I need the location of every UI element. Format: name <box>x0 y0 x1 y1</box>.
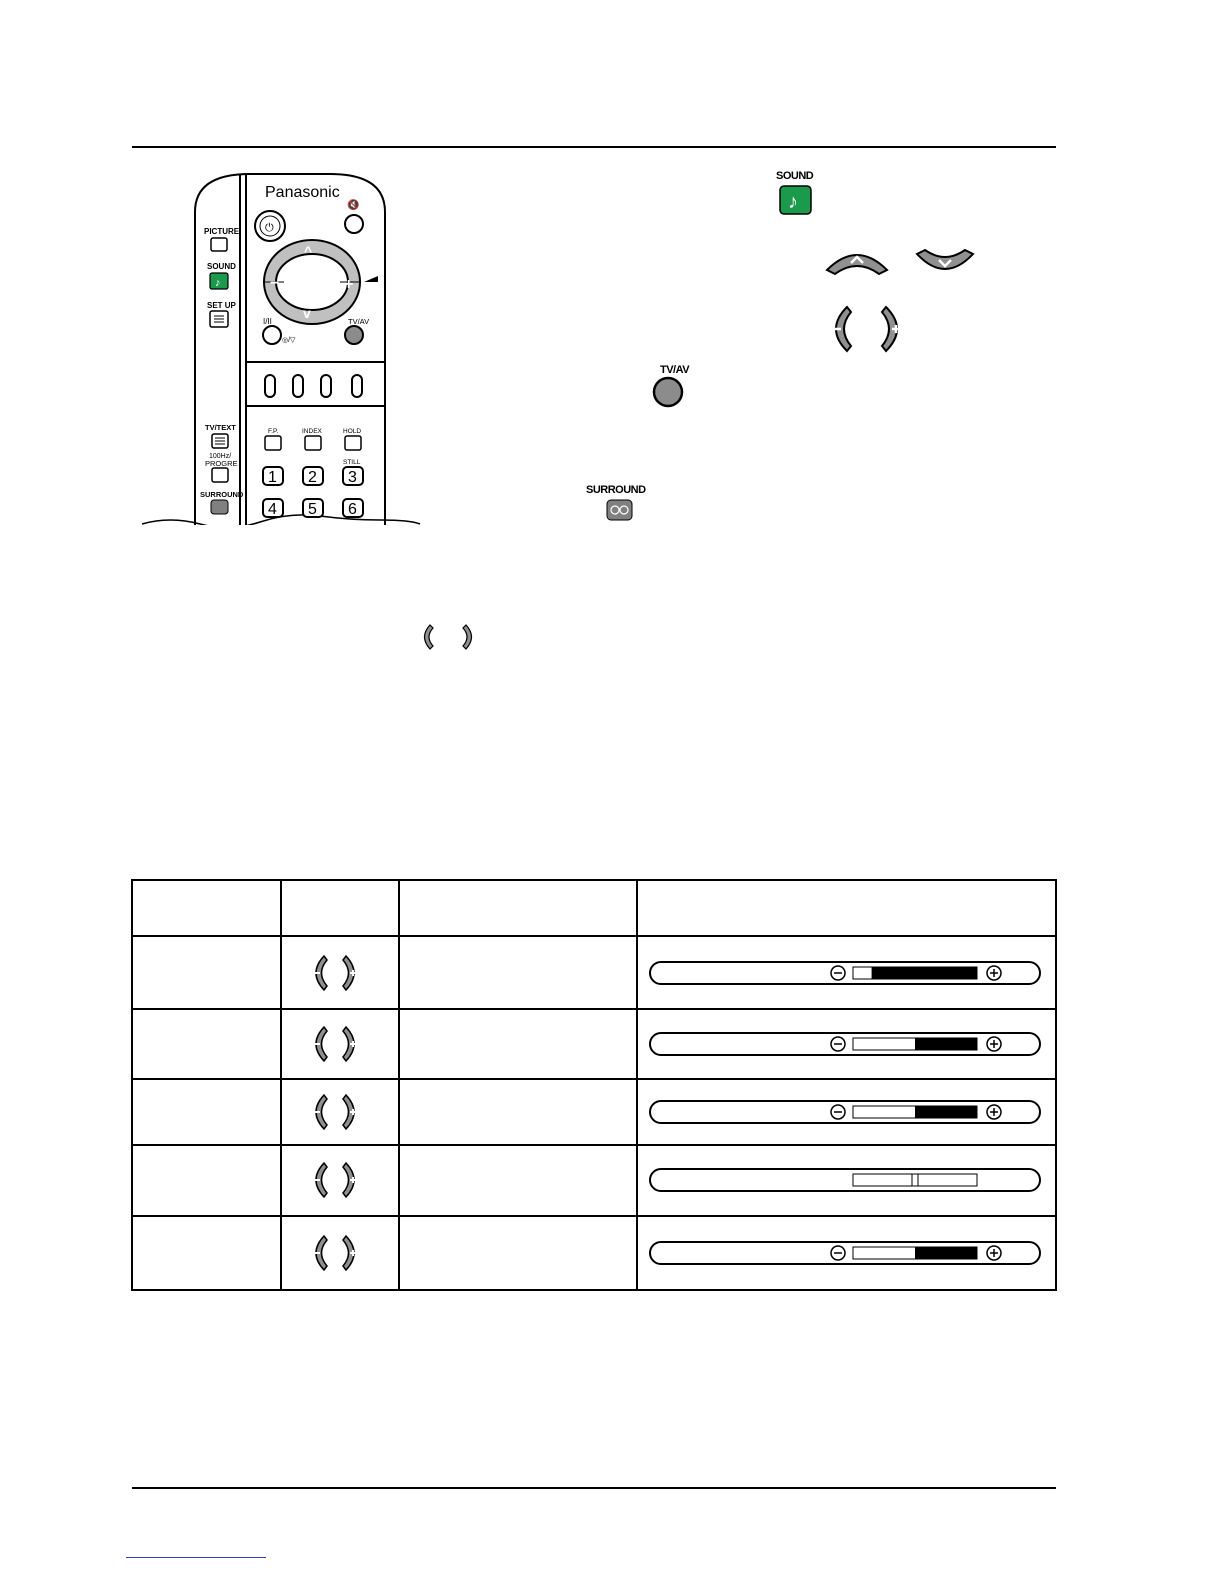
minus-circle-icon <box>831 966 845 980</box>
color-button[interactable] <box>265 375 275 397</box>
table-cell <box>281 1216 399 1290</box>
level-fill <box>872 967 977 979</box>
level-fill <box>915 1106 977 1118</box>
i-ii-button[interactable] <box>263 326 281 344</box>
minus-circle-icon <box>831 1037 845 1051</box>
still-label: STILL <box>343 459 361 466</box>
table-cell <box>637 1009 1056 1078</box>
osd-bar <box>648 1166 1043 1194</box>
color-button[interactable] <box>352 375 362 397</box>
table-cell <box>637 1079 1056 1145</box>
sound-label: SOUND <box>207 262 236 271</box>
progre-label: PROGRE <box>205 459 238 468</box>
table-cell <box>132 1145 281 1215</box>
plus-circle-icon <box>987 1105 1001 1119</box>
header-cell <box>637 880 1056 936</box>
minus-icon <box>823 304 853 354</box>
surround-icon-block <box>586 484 656 524</box>
small-minus-icon <box>418 624 434 650</box>
surround-label: SURROUND <box>200 490 244 499</box>
table-cell <box>637 1145 1056 1215</box>
level-fill <box>915 1247 977 1259</box>
table-cell <box>281 1079 399 1145</box>
minus-circle-icon <box>831 1246 845 1260</box>
setup-label: SET UP <box>207 301 236 310</box>
svg-text:⏻: ⏻ <box>265 222 274 234</box>
minus-icon <box>306 1161 328 1199</box>
table-cell <box>132 936 281 1009</box>
sound-icon-label: SOUND <box>776 170 814 182</box>
100hz-button[interactable] <box>212 468 228 482</box>
fp-button[interactable] <box>265 436 281 450</box>
tvav-remote-label: TV/AV <box>348 317 370 326</box>
table-cell <box>399 1079 637 1145</box>
table-row <box>132 1145 1056 1215</box>
svg-text:^: ^ <box>304 243 313 259</box>
plus-circle-icon <box>987 1246 1001 1260</box>
svg-text:3: 3 <box>348 469 357 486</box>
bottom-rule <box>132 1487 1056 1489</box>
surround-icon <box>605 498 635 522</box>
svg-text:v: v <box>303 305 311 321</box>
i-ii-label: I/II <box>263 317 272 326</box>
table-cell <box>399 1145 637 1215</box>
table-cell <box>132 1216 281 1290</box>
index-label: INDEX <box>302 428 322 435</box>
svg-text:−: − <box>270 275 280 292</box>
balance-marker <box>912 1174 918 1186</box>
table-row <box>132 936 1056 1009</box>
color-button[interactable] <box>321 375 331 397</box>
header-cell <box>132 880 281 936</box>
osd-bar <box>648 1239 1043 1267</box>
table-cell <box>281 1009 399 1078</box>
surround-icon-label: SURROUND <box>586 484 646 496</box>
sound-icon-block <box>776 170 816 216</box>
osd-bar <box>648 1030 1043 1058</box>
svg-text:6: 6 <box>348 501 357 518</box>
mute-button[interactable] <box>345 215 363 233</box>
minus-icon <box>306 1093 328 1131</box>
table-cell <box>399 1216 637 1290</box>
header-cell <box>399 880 637 936</box>
svg-text:1: 1 <box>268 469 277 486</box>
svg-text:♪: ♪ <box>788 191 798 213</box>
plus-circle-icon <box>987 966 1001 980</box>
table-cell <box>132 1079 281 1145</box>
tvtext-label: TV/TEXT <box>205 423 236 432</box>
100hz-label: 100Hz/ <box>209 453 232 460</box>
plus-icon <box>342 1025 364 1063</box>
footer-link-underline <box>126 1557 266 1558</box>
table-cell <box>399 936 637 1009</box>
minus-icon <box>306 1234 328 1272</box>
table-cell <box>281 936 399 1009</box>
up-arrow-icon <box>824 246 890 276</box>
dpad[interactable] <box>264 240 360 324</box>
minus-circle-icon <box>831 1105 845 1119</box>
small-plus-icon <box>462 624 478 650</box>
svg-text:5: 5 <box>308 501 317 518</box>
table-row <box>132 1079 1056 1145</box>
top-rule <box>132 146 1056 148</box>
svg-text:2: 2 <box>308 469 317 486</box>
plus-icon <box>342 954 364 992</box>
plus-icon <box>342 1161 364 1199</box>
hold-button[interactable] <box>345 436 361 450</box>
table-cell <box>637 936 1056 1009</box>
table-cell <box>637 1216 1056 1290</box>
svg-text:4: 4 <box>268 501 277 518</box>
osd-bar <box>648 1098 1043 1126</box>
tvav-remote-button[interactable] <box>345 326 363 344</box>
down-arrow-icon <box>914 248 976 278</box>
hold-label: HOLD <box>343 428 362 435</box>
svg-text:+: + <box>344 276 354 293</box>
table-cell <box>281 1145 399 1215</box>
plus-icon <box>880 304 910 354</box>
table-row <box>132 1009 1056 1078</box>
tvav-icon-label: TV/AV <box>660 364 690 376</box>
index-button[interactable] <box>305 436 321 450</box>
sound-icon <box>779 185 813 215</box>
plus-icon <box>342 1234 364 1272</box>
table-row <box>132 1216 1056 1290</box>
plus-icon <box>342 1093 364 1131</box>
color-button[interactable] <box>293 375 303 397</box>
adjustments-table <box>131 879 1057 1291</box>
picture-label: PICTURE <box>204 227 240 236</box>
remote-control-illustration <box>140 172 430 542</box>
tvav-icon <box>650 376 690 410</box>
plus-circle-icon <box>987 1037 1001 1051</box>
header-cell <box>281 880 399 936</box>
picture-button[interactable] <box>211 238 227 251</box>
fp-label: F.P. <box>268 428 279 435</box>
table-cell <box>132 1009 281 1078</box>
svg-text:🔇: 🔇 <box>347 200 360 211</box>
surround-button[interactable] <box>211 500 228 514</box>
tvav-icon-block <box>650 364 700 410</box>
table-header-row <box>132 880 1056 936</box>
table-cell <box>399 1009 637 1078</box>
minus-icon <box>306 954 328 992</box>
svg-text:♪: ♪ <box>215 277 221 289</box>
brand-label: Panasonic <box>265 184 340 201</box>
minus-icon <box>306 1025 328 1063</box>
osd-bar <box>648 959 1043 987</box>
level-fill <box>915 1038 977 1050</box>
svg-text:◎/▽: ◎/▽ <box>282 337 296 344</box>
